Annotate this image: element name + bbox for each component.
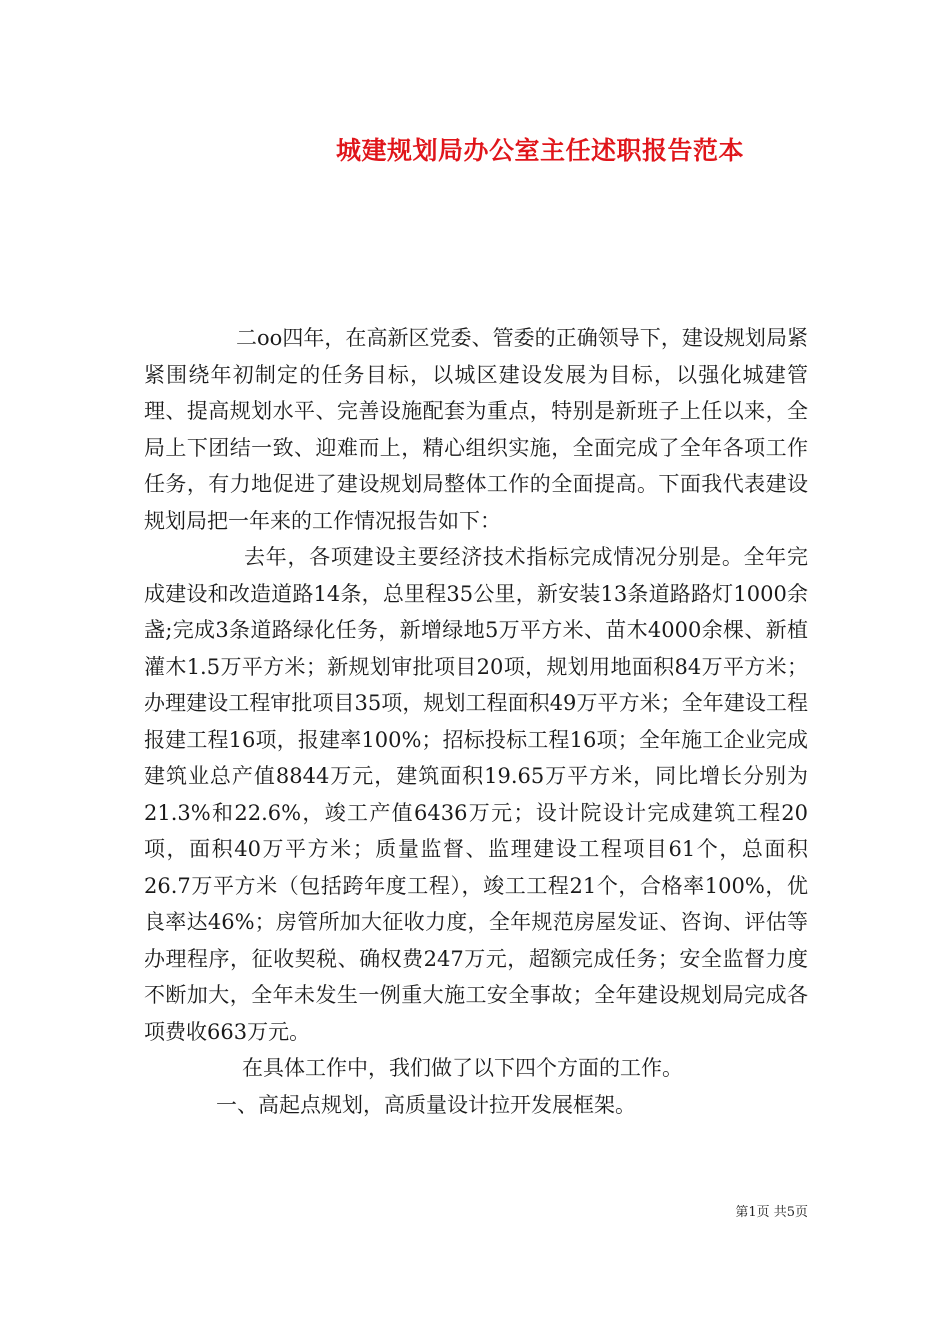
document-body bbox=[144, 320, 808, 1123]
paragraph-indicators: 去年，各项建设主要经济技术指标完成情况分别是。全年完成建设和改造道路14条，总里程35公里，新安装13条道路路灯1000余盏;完成3条道路绿化任务，新增绿地5万平方米、苗木4000余棵、新植灌木1.5万平方米；新规划审批项目20项，规划用地面积84万平方米；办理建设工程审批项目35项，规划工程面积49万平方米；全年建设工程报建工程16项，报建率100%；招标投标工程16项；全年施工企业完成建筑业总产值8844万元，建筑面积19.65万平方米，同比增长分别为21.3%和22.6%，竣工产值6436万元；设计院设计完成建筑工程20项，面积40万平方米；质量监督、监理建设工程项目61个，总面积26.7万平方米（包括跨年度工程），竣工工程21个，合格率100%，优良率达46%；房管所加大征收力度，全年规范房屋发证、咨询、评估等办理程序，征收契税、确权费247万元，超额完成任务；安全监督力度不断加大，全年未发生一例重大施工安全事故；全年建设规划局完成各项费收663万元。 bbox=[144, 545, 808, 1044]
paragraph-work-summary: 在具体工作中，我们做了以下四个方面的工作。 bbox=[242, 1056, 683, 1080]
paragraph-section-heading: 一、高起点规划，高质量设计拉开发展框架。 bbox=[216, 1092, 636, 1117]
paragraph-intro: 二oo四年，在高新区党委、管委的正确领导下，建设规划局紧紧围绕年初制定的任务目标，以城区建设发展为目标，以强化城建管理、提高规划水平、完善设施配套为重点，特别是新班子上任以来，全局上下团结一致、迎难而上，精心组织实施，全面完成了全年各项工作任务，有力地促进了建设规划局整体工作的全面提高。下面我代表建设规划局把一年来的工作情况报告如下： bbox=[144, 326, 808, 533]
page-number-footer: 第1页 共5页 bbox=[735, 1205, 808, 1220]
document-title: 城建规划局办公室主任述职报告范本 bbox=[335, 136, 744, 165]
